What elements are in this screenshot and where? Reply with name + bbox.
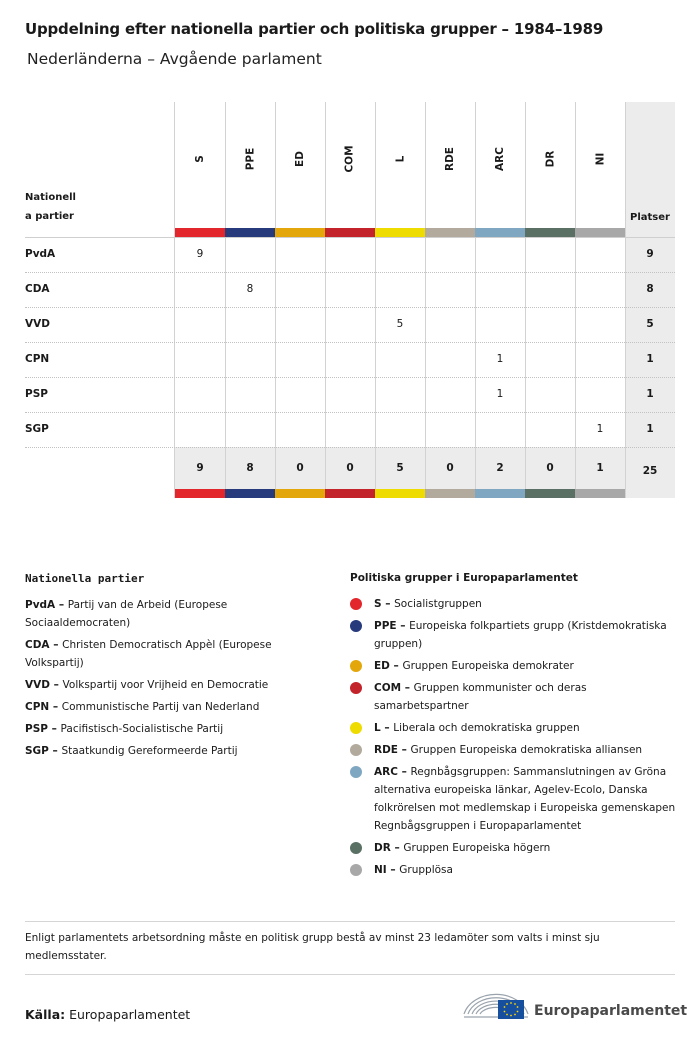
seat-table (25, 102, 675, 498)
column-total: 9 (196, 462, 204, 474)
legend-group-item: DR – Gruppen Europeiska högern (350, 839, 680, 857)
column-header-ed (275, 148, 325, 170)
legend-group-abbr: NI (374, 864, 387, 876)
column-total: 0 (446, 462, 454, 474)
group-color-bar-dr (525, 228, 575, 237)
column-total: 5 (396, 462, 404, 474)
source-line (25, 1007, 190, 1022)
legend-group-name: Gruppen Europeiska högern (403, 842, 551, 854)
source-value: Europaparlamentet (69, 1007, 191, 1022)
row-total: 8 (646, 283, 654, 295)
legend-political-groups (350, 572, 680, 883)
legend-group-abbr: PPE (374, 620, 397, 632)
group-color-bar-arc (475, 228, 525, 237)
legend-national-name: Volkspartij voor Vrijheid en Democratie (62, 679, 269, 691)
row-total: 9 (646, 248, 654, 260)
legend-group-abbr: ARC (374, 766, 398, 778)
legend-group-item: L – Liberala och demokratiska gruppen (350, 719, 680, 737)
group-color-bar-bottom-ppe (225, 489, 275, 498)
row-divider (25, 307, 675, 308)
legend-national-item: VVD – Volkspartij voor Vrijheid en Democratie (25, 679, 269, 691)
group-color-bar-bottom-rde (425, 489, 475, 498)
legend-groups-title: Politiska grupper i Europaparlamentet (350, 572, 578, 584)
row-total: 1 (646, 388, 654, 400)
legend-national-name: Pacifistisch-Socialistische Partij (60, 723, 224, 735)
group-color-bar-s (175, 228, 225, 237)
column-total: 0 (346, 462, 354, 474)
legend-group-name: Gruppen Europeiska demokratiska alliansen (410, 744, 643, 756)
europarl-logo (462, 984, 688, 1024)
legend-national-abbr: SGP (25, 745, 49, 757)
legend-national-name: Communistische Partij van Nederland (61, 701, 260, 713)
column-header-label: COM (344, 145, 356, 173)
table-cell: 8 (246, 283, 254, 295)
legend-color-dot-icon (350, 598, 362, 610)
column-header-label: DR (544, 150, 556, 168)
legend-national-item: CPN – Communistische Partij van Nederland (25, 701, 260, 713)
legend-national-name: Staatkundig Gereformeerde Partij (61, 745, 238, 757)
chart-subtitle: Nederländerna – Avgående parlament (27, 50, 322, 68)
row-label-cda: CDA (25, 283, 50, 295)
group-color-bar-bottom-dr (525, 489, 575, 498)
legend-color-dot-icon (350, 744, 362, 756)
group-color-bar-ppe (225, 228, 275, 237)
column-header-label: NI (593, 152, 606, 166)
legend-group-item: COM – Gruppen kommunister och deras samarbetspartner (350, 679, 680, 715)
group-color-bar-bottom-com (325, 489, 375, 498)
legend-group-abbr: ED (374, 660, 390, 672)
column-header-label: ARC (493, 147, 506, 171)
column-total: 0 (296, 462, 304, 474)
column-header-label: PPE (243, 147, 256, 171)
legend-national-name: Christen Democratisch Appèl (Europese Volkspartij) (25, 639, 272, 669)
legend-group-item: ED – Gruppen Europeiska demokrater (350, 657, 680, 675)
legend-color-dot-icon (350, 766, 362, 778)
column-header-label: RDE (443, 147, 456, 171)
hemicycle-icon (462, 984, 532, 1024)
legend-group-name: Gruppen kommunister och deras samarbetspartner (374, 682, 587, 712)
group-color-bar-rde (425, 228, 475, 237)
group-color-bar-ed (275, 228, 325, 237)
source-label: Källa: (25, 1007, 66, 1022)
legend-color-dot-icon (350, 842, 362, 854)
group-color-bar-ni (575, 228, 625, 237)
group-color-bar-bottom-l (375, 489, 425, 498)
legend-group-abbr: L (374, 722, 381, 734)
legend-group-item: RDE – Gruppen Europeiska demokratiska alliansen (350, 741, 680, 759)
legend-group-abbr: S (374, 598, 382, 610)
legend-group-name: Regnbågsgruppen: Sammanslutningen av Gröna alternativa europeiska länkar, Agelev-Ecolo, Danska folkrörelsen mot medlemskap i Europeiska gemenskapen Regnbågsgruppen i Europaparlamentet (374, 766, 676, 832)
column-header-dr (525, 148, 575, 170)
column-total: 8 (246, 462, 254, 474)
row-label-sgp: SGP (25, 423, 49, 435)
column-header-rde (425, 148, 475, 170)
legend-group-name: Liberala och demokratiska gruppen (393, 722, 580, 734)
legend-national-item: PSP – Pacifistisch-Socialistische Partij (25, 723, 224, 735)
row-label-vvd: VVD (25, 318, 50, 330)
total-header-label: Platser (630, 212, 670, 223)
row-label-cpn: CPN (25, 353, 50, 365)
column-header-com (325, 145, 375, 173)
legend-national-item: SGP – Staatkundig Gereformeerde Partij (25, 745, 238, 757)
row-total: 5 (646, 318, 654, 330)
row-divider (25, 272, 675, 273)
logo-text: Europaparlamentet (534, 1003, 688, 1019)
group-color-bar-bottom-ni (575, 489, 625, 498)
legend-color-dot-icon (350, 722, 362, 734)
row-label-pvda: PvdA (25, 248, 56, 260)
column-header-label: S (194, 155, 206, 163)
header-divider (25, 237, 675, 238)
legend-color-dot-icon (350, 682, 362, 694)
legend-national-abbr: VVD (25, 679, 50, 691)
legend-national-item: PvdA – Partij van de Arbeid (Europese Sociaaldemocraten) (25, 599, 228, 629)
column-header-s (175, 148, 225, 170)
group-color-bar-l (375, 228, 425, 237)
legend-group-abbr: RDE (374, 744, 398, 756)
row-total: 1 (646, 353, 654, 365)
table-cell: 5 (396, 318, 404, 330)
legend-group-name: Europeiska folkpartiets grupp (Kristdemokratiska gruppen) (374, 620, 667, 650)
row-divider (25, 342, 675, 343)
legend-national-abbr: CPN (25, 701, 50, 713)
legend-national-abbr: PvdA (25, 599, 56, 611)
legend-national-abbr: PSP (25, 723, 48, 735)
legend-national-item: CDA – Christen Democratisch Appèl (Europese Volkspartij) (25, 639, 272, 669)
row-header-label: Nationell a partier (25, 192, 76, 222)
legend-color-dot-icon (350, 660, 362, 672)
legend-group-name: Socialistgruppen (394, 598, 482, 610)
legend-color-dot-icon (350, 864, 362, 876)
table-cell: 9 (196, 248, 204, 260)
legend-group-item: S – Socialistgruppen (350, 595, 680, 613)
chart-title: Uppdelning efter nationella partier och politiska grupper – 1984–1989 (25, 20, 604, 38)
legend-national-title: Nationella partier (25, 572, 145, 585)
table-cell: 1 (596, 423, 604, 435)
row-divider (25, 377, 675, 378)
column-header-l (375, 148, 425, 170)
group-color-bar-bottom-ed (275, 489, 325, 498)
legend-group-abbr: COM (374, 682, 402, 694)
legend-group-item: PPE – Europeiska folkpartiets grupp (Kristdemokratiska gruppen) (350, 617, 680, 653)
column-header-ppe (225, 148, 275, 170)
legend-national-name: Partij van de Arbeid (Europese Sociaaldemocraten) (25, 599, 228, 629)
legend-national-abbr: CDA (25, 639, 50, 651)
note-top-divider (25, 921, 675, 922)
column-header-label: ED (293, 151, 306, 167)
row-total: 1 (646, 423, 654, 435)
legend-group-name: Gruppen Europeiska demokrater (402, 660, 574, 672)
grand-total: 25 (642, 465, 658, 477)
group-color-bar-com (325, 228, 375, 237)
column-total: 2 (496, 462, 504, 474)
legend-national-parties (25, 572, 325, 764)
table-cell: 1 (496, 353, 504, 365)
column-total: 1 (596, 462, 604, 474)
group-color-bar-bottom-arc (475, 489, 525, 498)
column-header-arc (475, 148, 525, 170)
legend-group-item: ARC – Regnbågsgruppen: Sammanslutningen av Gröna alternativa europeiska länkar, Agelev-Ecolo, Danska folkrörelsen mot medlemskap i Europeiska gemenskapen Regnbågsgruppen i Europaparlamentet (350, 763, 680, 835)
legend-group-name: Grupplösa (399, 864, 453, 876)
group-color-bar-bottom-s (175, 489, 225, 498)
row-label-psp: PSP (25, 388, 48, 400)
column-header-label: L (393, 155, 406, 163)
footnote: Enligt parlamentets arbetsordning måste en politisk grupp bestå av minst 23 ledamöter som valts i minst sju medlemsstater. (25, 932, 600, 962)
column-total: 0 (546, 462, 554, 474)
table-cell: 1 (496, 388, 504, 400)
legend-color-dot-icon (350, 620, 362, 632)
note-bottom-divider (25, 974, 675, 975)
column-header-ni (575, 148, 625, 170)
legend-group-item: NI – Grupplösa (350, 861, 680, 879)
legend-group-abbr: DR (374, 842, 391, 854)
